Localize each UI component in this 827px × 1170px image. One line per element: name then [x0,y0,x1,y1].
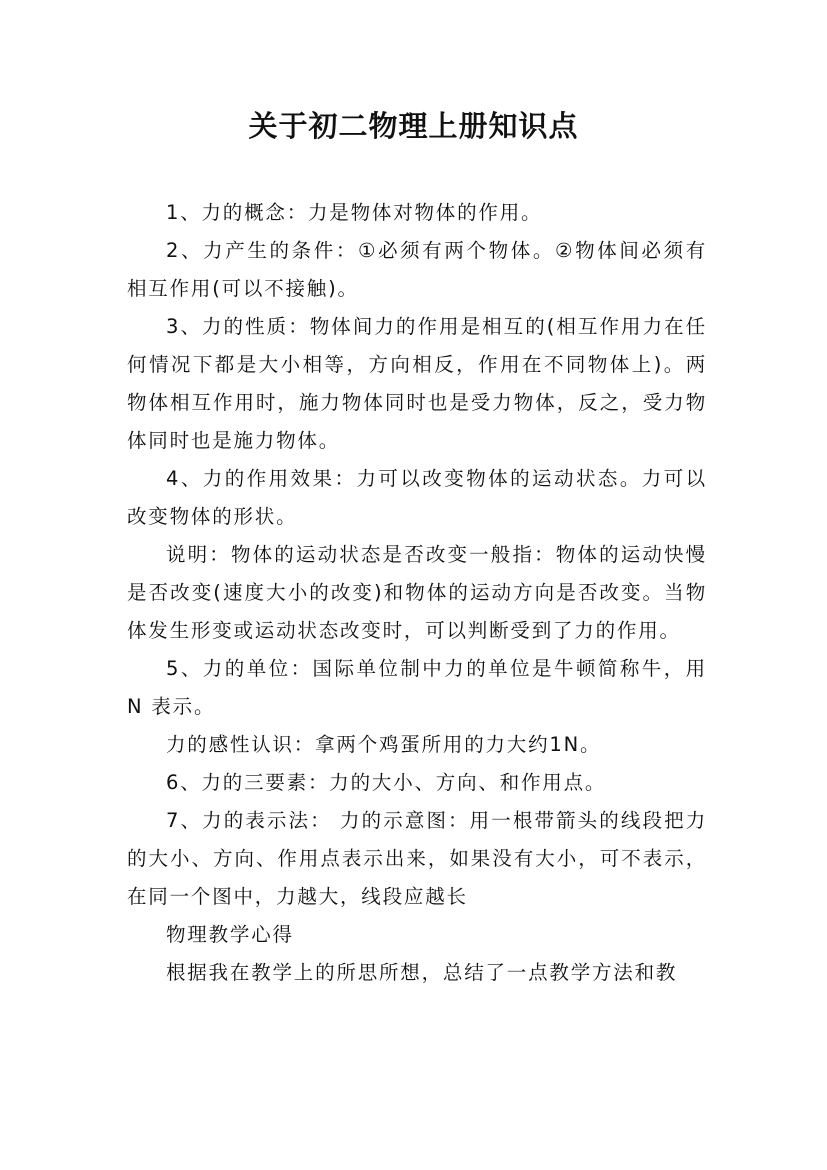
paragraph-force-concept: 1、力的概念：力是物体对物体的作用。 [166,201,543,224]
document-title: 关于初二物理上册知识点 [248,109,579,143]
paragraph-force-perception: 力的感性认识：拿两个鸡蛋所用的力大约1N。 [166,733,602,756]
paragraph-force-conditions: 2、力产生的条件：①必须有两个物体。②物体间必须有相互作用(可以不接触)。 [127,239,707,300]
paragraph-three-elements: 6、力的三要素：力的大小、方向、和作用点。 [166,771,607,794]
document-body [127,194,707,992]
paragraph-force-effects: 4、力的作用效果：力可以改变物体的运动状态。力可以改变物体的形状。 [127,467,707,528]
paragraph-teaching-summary: 根据我在教学上的所思所想，总结了一点教学方法和教 [166,961,678,984]
paragraph-explanation: 说明：物体的运动状态是否改变一般指：物体的运动快慢是否改变(速度大小的改变)和物体的运动方向是否改变。当物体发生形变或运动状态改变时，可以判断受到了力的作用。 [127,543,707,642]
paragraph-section-heading: 物理教学心得 [166,923,294,946]
paragraph-force-unit: 5、力的单位：国际单位制中力的单位是牛顿简称牛，用N 表示。 [127,657,707,718]
paragraph-force-representation: 7、力的表示法： 力的示意图：用一根带箭头的线段把力的大小、方向、作用点表示出来，如果没有大小，可不表示，在同一个图中，力越大，线段应越长 [127,809,707,908]
paragraph-force-properties: 3、力的性质：物体间力的作用是相互的(相互作用力在任何情况下都是大小相等，方向相反，作用在不同物体上)。两物体相互作用时，施力物体同时也是受力物体，反之，受力物体同时也是施力物体。 [127,315,707,452]
